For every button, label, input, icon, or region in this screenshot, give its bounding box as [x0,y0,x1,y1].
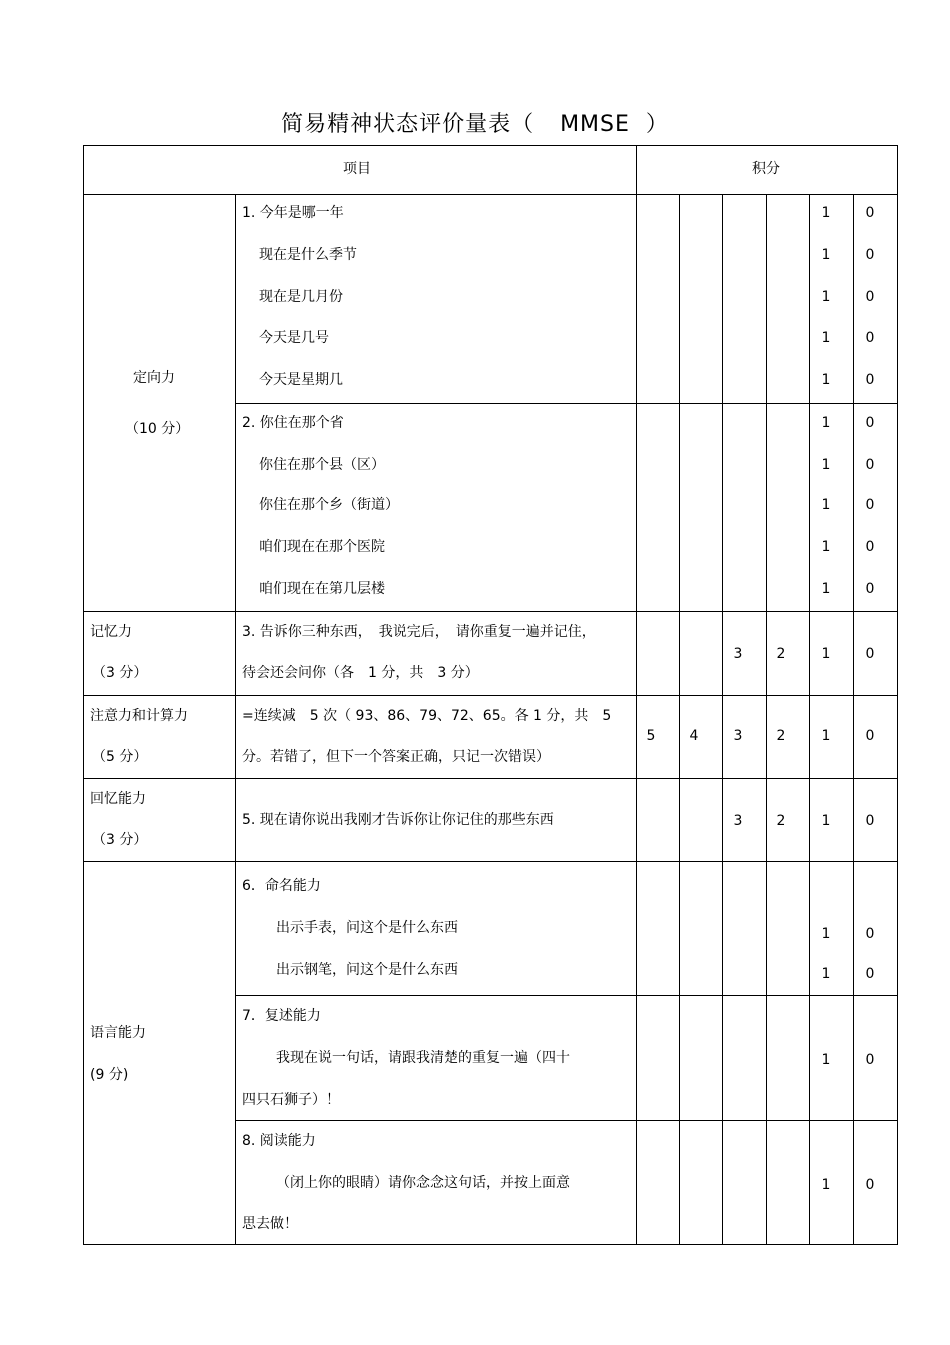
category-points: （10 分） [125,421,190,437]
score-value: 1 [821,247,831,263]
score-value: 0 [865,289,875,305]
row-divider [235,1120,898,1121]
item-text: 你住在那个乡（街道） [259,497,399,513]
score-value: 0 [865,415,875,431]
score-value: 0 [865,646,875,662]
item-text: 7．复述能力 [242,1008,321,1024]
row-divider [235,995,898,996]
item-text: 3. 告诉你三种东西， 我说完后， 请你重复一遍并记住， [242,624,596,640]
score-value: 0 [865,205,875,221]
score-column-divider [722,194,723,1245]
score-value: 1 [821,415,831,431]
score-value: 0 [865,581,875,597]
table-border-bottom [83,1244,898,1245]
row-divider [83,611,898,612]
item-text: 待会还会问你（各 1 分，共 3 分） [242,665,479,681]
score-value: 0 [865,457,875,473]
item-text: 出示钢笔，问这个是什么东西 [276,962,458,978]
item-text: 今天是几号 [259,330,329,346]
score-value: 0 [865,926,875,942]
category-attention: 注意力和计算力 [90,708,188,724]
score-value: 1 [821,966,831,982]
category-orientation: 定向力 [133,370,175,386]
item-text: 1. 今年是哪一年 [242,205,344,221]
page-title: 简易精神状态评价量表（ MMSE ） [281,112,669,137]
category-memory: 记忆力 [90,624,132,640]
score-value: 1 [821,813,831,829]
item-text: 出示手表，问这个是什么东西 [276,920,458,936]
item-text: 现在是什么季节 [259,247,357,263]
category-points: (9 分) [90,1067,129,1083]
score-value: 1 [821,1177,831,1193]
score-value: 1 [821,372,831,388]
row-divider [83,695,898,696]
header-score: 积分 [752,161,780,177]
score-column-divider [853,194,854,1245]
category-recall: 回忆能力 [90,791,146,807]
item-text: 我现在说一句话，请跟我清楚的重复一遍（四十 [276,1050,570,1066]
score-value: 0 [865,330,875,346]
item-text: 咱们现在在那个医院 [259,539,385,555]
item-text: 四只石狮子）！ [242,1092,340,1108]
score-value: 0 [865,372,875,388]
score-value: 1 [821,728,831,744]
score-value: 0 [865,1177,875,1193]
item-text: 5. 现在请你说出我刚才告诉你让你记住的那些东西 [242,812,554,828]
score-value: 2 [776,728,786,744]
item-text: 6．命名能力 [242,878,321,894]
category-points: （3 分） [92,665,148,681]
category-points: （5 分） [92,749,148,765]
item-text: 思去做！ [242,1216,298,1232]
item-text: 现在是几月份 [259,289,343,305]
column-divider [235,194,236,1245]
score-value: 4 [689,728,699,744]
score-value: 1 [821,205,831,221]
score-value: 1 [821,1052,831,1068]
score-column-divider [766,194,767,1245]
column-divider [636,145,637,1245]
score-value: 3 [733,728,743,744]
score-value: 1 [821,457,831,473]
score-value: 0 [865,728,875,744]
score-value: 3 [733,646,743,662]
row-divider [83,861,898,862]
item-text: 你住在那个县（区） [259,457,385,473]
score-value: 3 [733,813,743,829]
category-points: （3 分） [92,832,148,848]
item-text: 分。若错了，但下一个答案正确，只记一次错误） [242,749,550,765]
score-value: 1 [821,926,831,942]
category-language: 语言能力 [90,1025,146,1041]
score-value: 0 [865,813,875,829]
table-border-top [83,145,898,146]
row-divider [83,778,898,779]
score-value: 1 [821,581,831,597]
score-value: 1 [821,330,831,346]
item-text: 8. 阅读能力 [242,1133,316,1149]
score-value: 1 [821,289,831,305]
score-value: 1 [821,497,831,513]
score-value: 0 [865,497,875,513]
score-column-divider [679,194,680,1245]
row-divider [235,403,898,404]
item-text: 2. 你住在那个省 [242,415,344,431]
score-value: 2 [776,646,786,662]
score-value: 0 [865,966,875,982]
table-border-right [897,145,898,1245]
item-text: 咱们现在在第几层楼 [259,581,385,597]
score-value: 0 [865,539,875,555]
score-column-divider [809,194,810,1245]
header-item: 项目 [343,161,371,177]
score-value: 0 [865,247,875,263]
score-value: 1 [821,646,831,662]
header-divider [83,194,898,195]
score-value: 0 [865,1052,875,1068]
score-value: 2 [776,813,786,829]
table-border-left [83,145,84,1245]
score-value: 5 [646,728,656,744]
item-text: （闭上你的眼睛）请你念念这句话，并按上面意 [276,1175,570,1191]
item-text: =连续减 5 次（ 93、86、79、72、65。各 1 分，共 5 [242,708,612,724]
score-value: 1 [821,539,831,555]
item-text: 今天是星期几 [259,372,343,388]
